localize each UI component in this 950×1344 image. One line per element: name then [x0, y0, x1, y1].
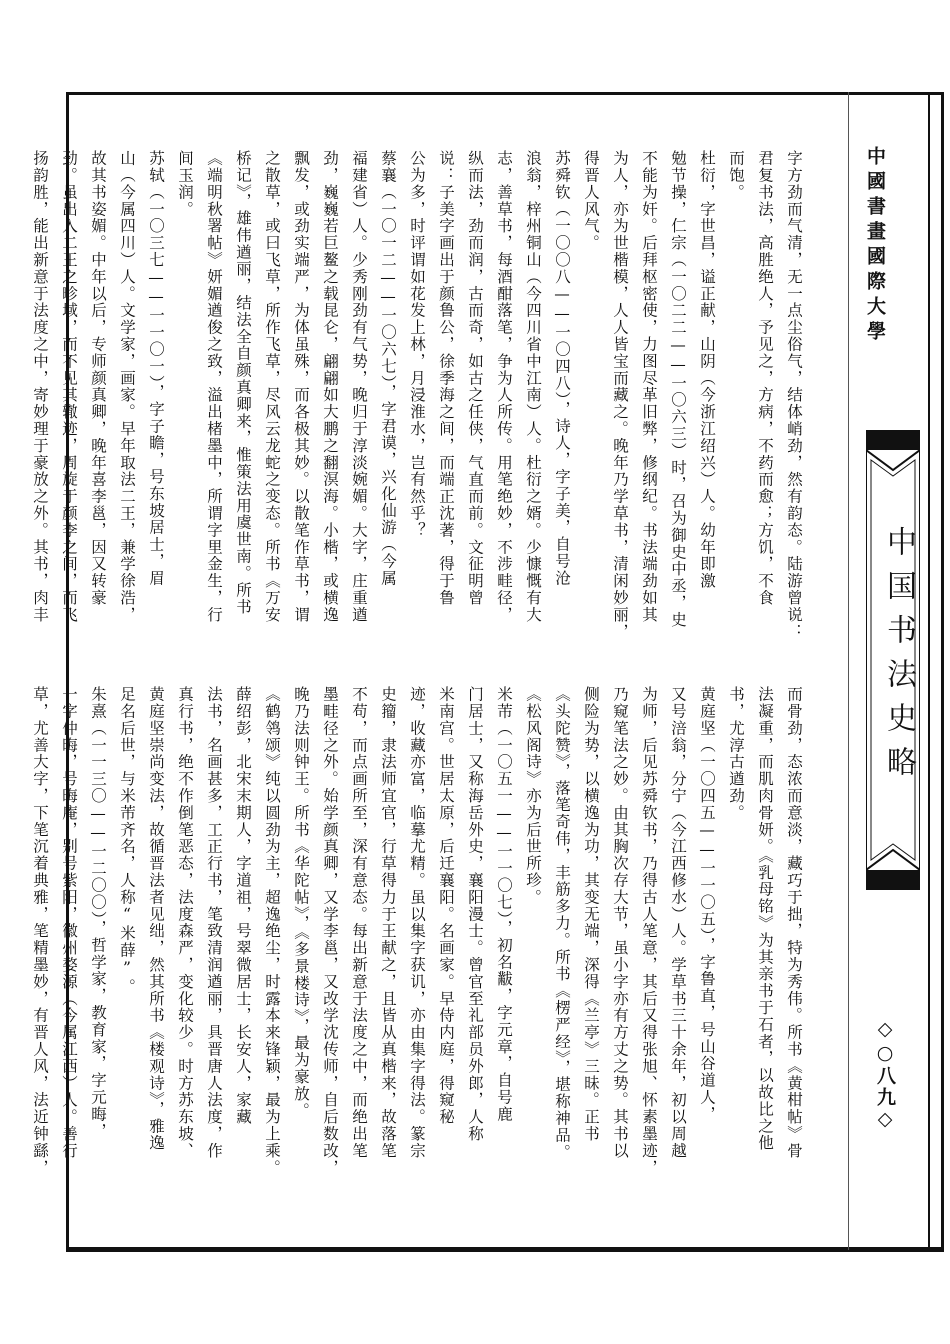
text-column: 故其书姿媚。中年以后，专师颜真卿，晚年喜李邕，因又转豪 — [89, 150, 107, 607]
text-column: 苏轼（一〇三七——一一〇一），字子瞻，号东坡居士，眉 — [147, 150, 165, 587]
text-column: 字方劲而气清，无一点尘俗气，结体峭劲，然有韵态。陆游曾说： — [785, 150, 803, 641]
text-column: 又号涪翁，分宁（今江西修水）人。学草书三十余年，初以周越 — [669, 686, 687, 1160]
text-column: 《头陀赞》，落笔奇伟，丰筋多力。所书《楞严经》，堪称神品。 — [553, 686, 571, 1161]
text-column: 足名后世，与米芾齐名，人称“米薛”。 — [118, 686, 136, 996]
book-title-plaque — [866, 430, 920, 890]
text-column: 而骨劲，态浓而意淡，藏巧于拙，特为秀伟。所书《黄柑帖》骨 — [785, 686, 803, 1160]
text-column: 君复书法，高胜绝人，予见之，方病，不药而愈；方饥，不食 — [756, 150, 774, 607]
text-column: 朱熹（一一三〇——一二〇〇），哲学家，教育家，字元晦， — [89, 686, 107, 1140]
text-column: 劲，巍巍若巨鳌之载昆仑，翩翩如大鹏之翻溟海。小楷，或横逸 — [321, 150, 339, 624]
text-column: 侧险为势，以横逸为功，其变无端，深得《兰亭》三昧。正书 — [582, 686, 600, 1143]
lower-text-block — [25, 686, 808, 1176]
text-column: 乃窥笔法之妙。由其胸次存大节，虽小字亦有方丈之势。其书以 — [611, 686, 629, 1160]
text-column: 法凝重，而肌肉骨妍。《乳母铭》为其亲书于石者，以故比之他 — [756, 686, 774, 1152]
text-column: 浪翁，梓州铜山（今四川省中江南）人。杜衍之婿。少慷慨有大 — [524, 150, 542, 624]
upper-text-block — [25, 150, 808, 640]
text-column: 得晋人风气。 — [582, 150, 600, 252]
text-column: 薛绍彭，北宋末期人，字道祖，号翠微居士，长安人，家藏 — [234, 686, 252, 1126]
page-number: ◇○八九◇ — [874, 1018, 896, 1132]
text-column: 草，尤善大字，下笔沉着典雅，笔精墨妙，有晋人风，法近钟繇， — [31, 686, 49, 1177]
text-column: 米芾（一〇五一——一一〇七），初名黻，字元章，自号鹿 — [495, 686, 513, 1123]
text-column: 勉节操，仁宗（一〇二二——一〇六三）时，召为御史中丞，史 — [669, 150, 687, 629]
text-column: 福建省）人。少秀刚劲有气势，晚归于淳淡婉媚。大字，庄重遒 — [350, 150, 368, 624]
text-column: 黄庭坚（一〇四五——一一〇五），字鲁直，号山谷道人， — [698, 686, 716, 1123]
text-column: 之散草，或曰飞草，所作飞草，尽风云龙蛇之变态。所书《万安 — [263, 150, 281, 624]
text-column: 《鹤鸰颂》纯以圆劲为主，超逸绝尘，时露本来锋颖，最为上乘。 — [263, 686, 281, 1177]
text-column: 说：子美字画出于颜鲁公，徐季海之间，而端正沈著，得于鲁 — [437, 150, 455, 607]
spine-divider-outer — [928, 92, 930, 1250]
text-column: 不苟，而点画所至，深有意态。每出新意于法度之中，而绝出笔 — [350, 686, 368, 1160]
text-column: 桥记》，雄伟遒丽，结法全自颜真卿来，惟策法用虞世南。所书 — [234, 150, 252, 616]
text-column: 《松风阁诗》亦为后世所珍。 — [524, 686, 542, 906]
text-column: 书，尤淳古遒劲。 — [727, 686, 745, 822]
text-column: 真行书，绝不作倒笔恶态，法度森严，变化较少。时方苏东坡、 — [176, 686, 194, 1160]
text-column: 为师，后见苏舜钦书，乃得古人笔意，其后又得张旭、怀素墨迹， — [640, 686, 658, 1177]
text-column: 而饱。 — [727, 150, 745, 201]
bottom-shadow-rule — [66, 1248, 944, 1252]
text-column: 为人，亦为世楷模，人人皆宝而藏之。晚年乃学草书，清闲妙丽， — [611, 150, 629, 641]
text-column: 《端明秋署帖》妍媚遒俊之致，溢出楮墨中，所谓字里金生，行 — [205, 150, 223, 624]
text-column: 扬韵胜，能出新意于法度之中，寄妙理于豪放之外。其书，肉丰 — [31, 150, 49, 624]
text-column: 杜衍，字世昌，谥正献，山阴（今浙江绍兴）人。幼年即激 — [698, 150, 716, 590]
text-column: 蔡襄（一〇一二——一〇六七），字君谟，兴化仙游（今属 — [379, 150, 397, 587]
text-column: 史籀，隶法师宜官，行草得力于王献之，且皆从真楷来，故落笔 — [379, 686, 397, 1160]
book-title: 中国书法史略 — [881, 526, 916, 790]
text-column: 门居士，又称海岳外史，襄阳漫士。曾官至礼部员外郎，人称 — [466, 686, 484, 1143]
text-column: 墨畦径之外。始学颜真卿，又学李邕，又改学沈传师，自后数改， — [321, 686, 339, 1177]
text-column: 迹，收藏亦富，临摹尤精。虽以集字获讥，亦由集字得法。篆宗 — [408, 686, 426, 1160]
text-column: 晚乃法则钟王。所书《华陀帖》，《多景楼诗》，最为豪放。 — [292, 686, 310, 1120]
spine-divider-thin — [848, 92, 849, 1250]
publisher-title: 中國書畫國際大學 — [864, 146, 886, 346]
text-column: 一字仲晦，号晦庵，别号紫阳，徽州婺源（今属江西）人。善行 — [60, 686, 78, 1160]
text-column: 黄庭坚崇尚变法，故循晋法者见绌，然其所书《楼观诗》，雅逸 — [147, 686, 165, 1152]
text-column: 志，善草书，每酒酣落笔，争为人所传。用笔绝妙，不涉畦径， — [495, 150, 513, 624]
text-column: 纵而法，劲而润，古而奇，如古之任侠，气直而前。文征明曾 — [466, 150, 484, 607]
text-column: 法书，名画甚多，工正行书，笔致清润遒丽，具晋唐人法度，作 — [205, 686, 223, 1160]
text-column: 苏舜钦（一〇〇八——一〇四八），诗人，字子美，自号沧 — [553, 150, 571, 587]
text-column: 不能为奸。后拜枢密使，力图尽革旧弊，修纲纪。书法端劲如其 — [640, 150, 658, 624]
text-column: 山（今属四川）人。文学家，画家。早年取法二王，兼学徐浩， — [118, 150, 136, 624]
text-column: 劲。虽出入二王之畛域，而不见其辙迹，周旋于颜李之间，而飞 — [60, 150, 78, 624]
text-column: 间玉润。 — [176, 150, 194, 218]
text-column: 米南宫。世居太原，后迁襄阳。名画家。早侍内庭，得窥秘 — [437, 686, 455, 1126]
text-column: 公为多，时评谓如花发上林，月浸淮水，岂有然乎？ — [408, 150, 426, 539]
text-column: 飘发，或劲实端严，为体虽殊，而各极其妙。以散笔作草书，谓 — [292, 150, 310, 624]
